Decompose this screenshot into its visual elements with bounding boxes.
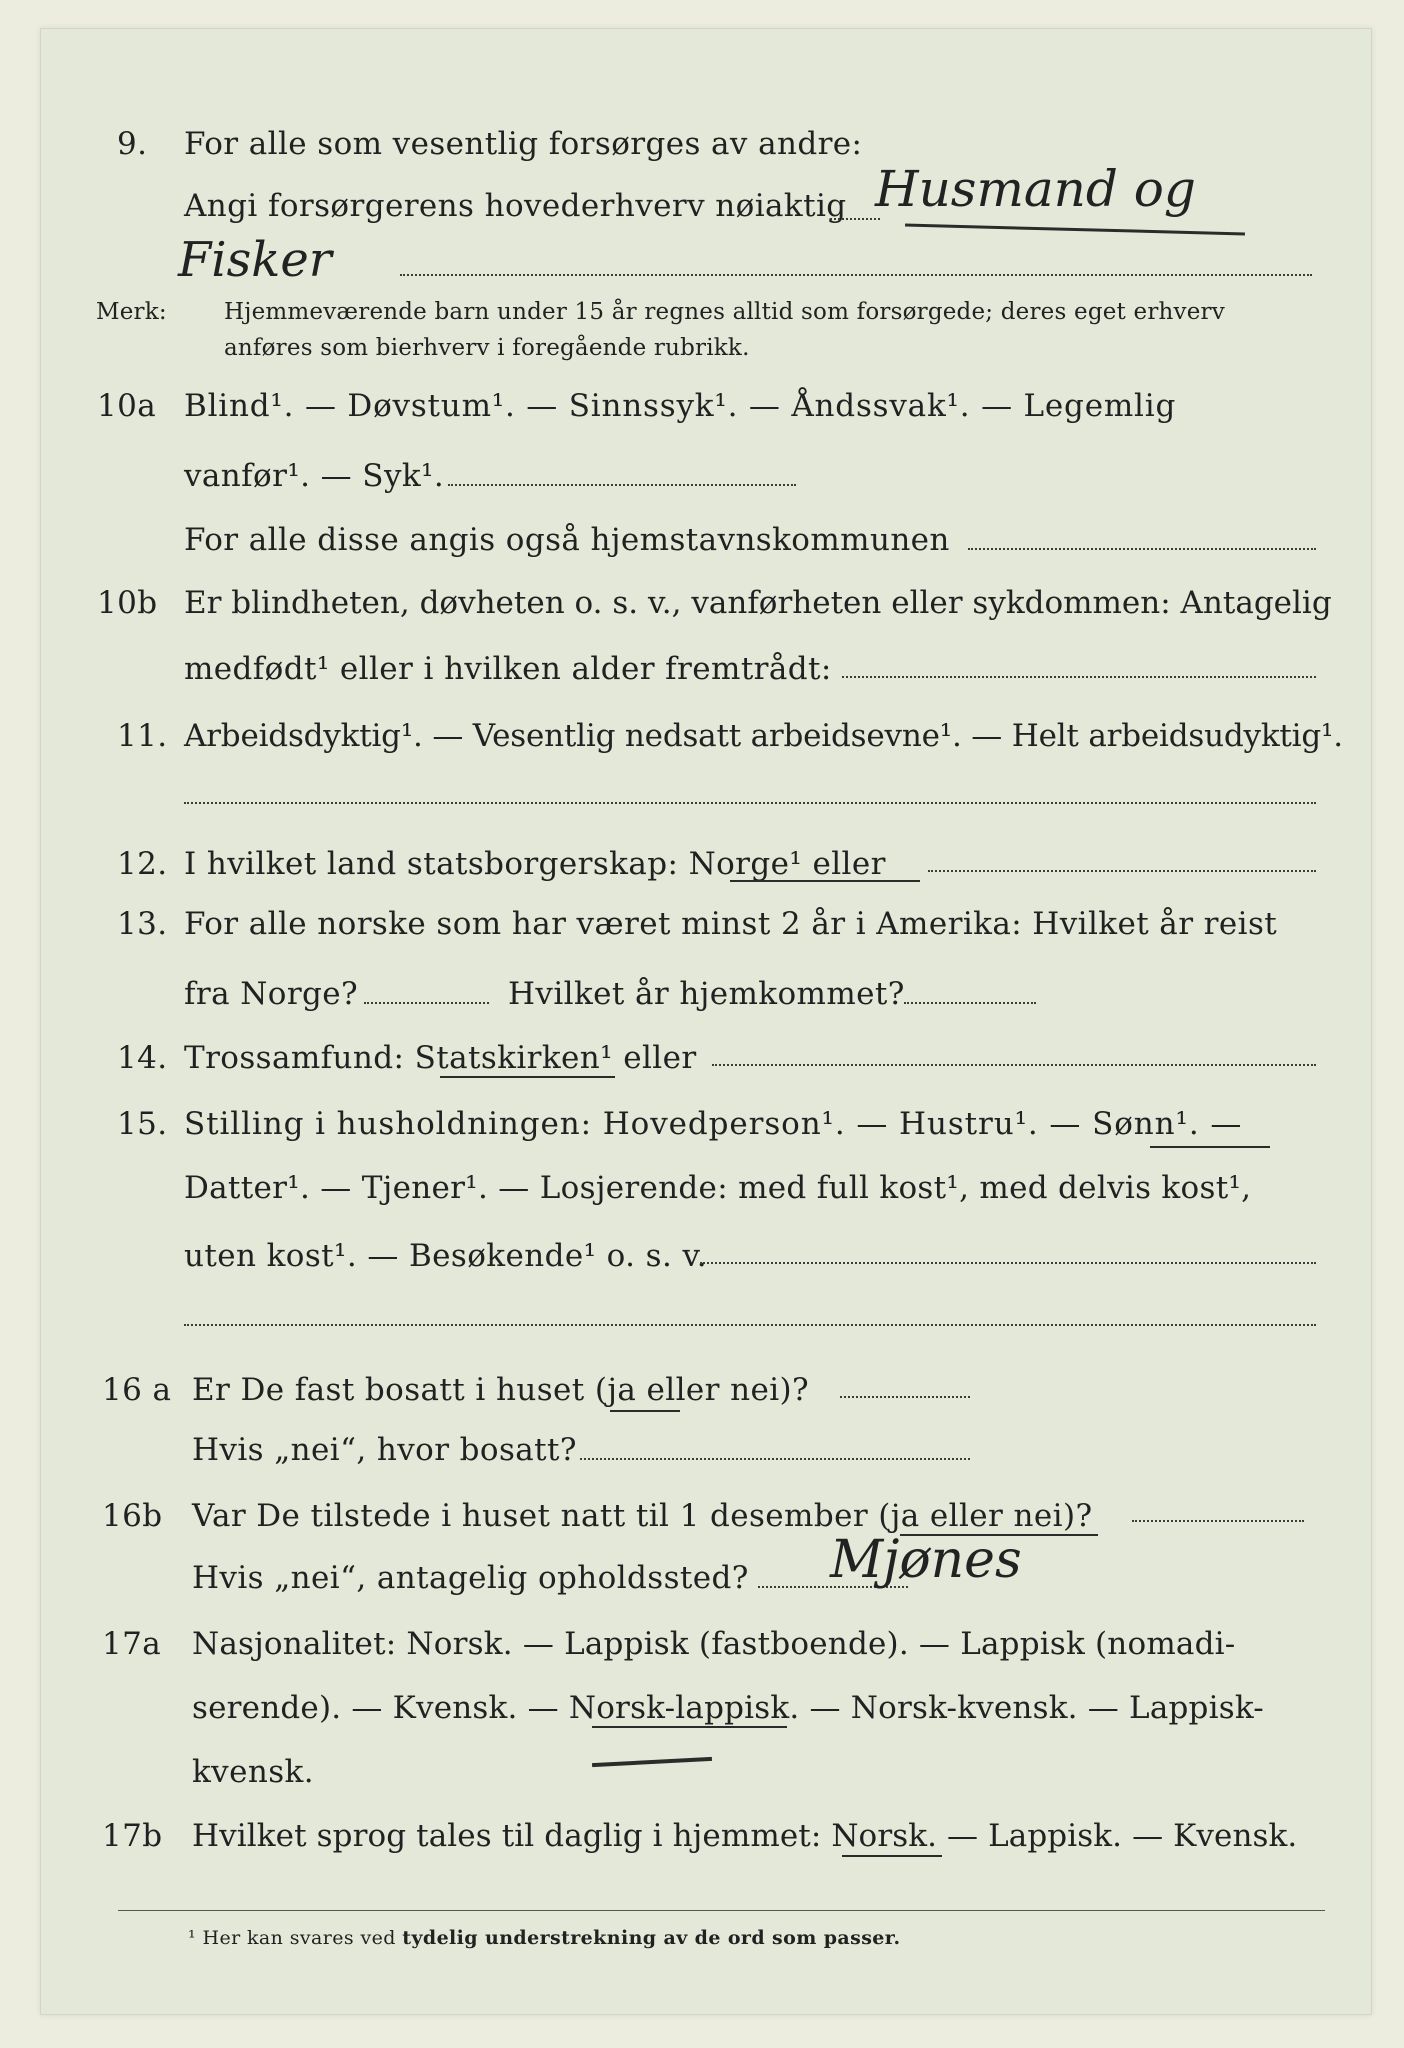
- q13-line2a: fra Norge?: [184, 976, 359, 1012]
- q11-number: 11.: [117, 718, 168, 754]
- q13-return-line: [904, 1002, 1036, 1004]
- q16a-line1: Er De fast bosatt i huset (ja eller nei)?: [192, 1372, 810, 1408]
- footnote-rule: [118, 1910, 1325, 1911]
- q15-line2: Datter¹. — Tjener¹. — Losjerende: med full kost¹, med delvis kost¹,: [184, 1170, 1252, 1206]
- q10a-number: 10a: [97, 388, 157, 424]
- q17a-line1: Nasjonalitet: Norsk. — Lappisk (fastboende). — Lappisk (nomadi-: [192, 1626, 1236, 1662]
- q17b-underline-norsk: [842, 1855, 942, 1857]
- q10b-answer-line: [842, 676, 1316, 678]
- q17b-line1: Hvilket sprog tales til daglig i hjemmet: Norsk. — Lappisk. — Kvensk.: [192, 1818, 1298, 1854]
- q13-line2b: Hvilket år hjemkommet?: [508, 976, 905, 1012]
- q10a-line3: For alle disse angis også hjemstavnskommunen: [184, 522, 950, 558]
- footnote: [188, 1926, 900, 1950]
- q10b-number: 10b: [97, 585, 158, 621]
- q16a-line2: Hvis „nei“, hvor bosatt?: [192, 1432, 577, 1468]
- footnote-plain: Her kan svares ved: [202, 1927, 396, 1949]
- q17a-number: 17a: [102, 1626, 162, 1662]
- q16a-number: 16 a: [102, 1372, 172, 1408]
- q13-number: 13.: [117, 906, 168, 942]
- q16a-underline-ja: [610, 1410, 680, 1412]
- q10b-line2: medfødt¹ eller i hvilken alder fremtrådt:: [184, 651, 832, 687]
- q9-number: 9.: [117, 126, 148, 162]
- q14-number: 14.: [117, 1040, 168, 1076]
- q17a-underline-norsk-lappisk: [592, 1726, 787, 1728]
- q10a-line2: vanfør¹. — Syk¹.: [184, 458, 445, 494]
- q16b-line1: Var De tilstede i huset natt til 1 desember (ja eller nei)?: [192, 1498, 1093, 1534]
- q15-line3: uten kost¹. — Besøkende¹ o. s. v.: [184, 1238, 707, 1274]
- q17b-number: 17b: [102, 1818, 163, 1854]
- q12-line1: I hvilket land statsborgerskap: Norge¹ eller: [184, 846, 886, 882]
- q17a-line3: kvensk.: [192, 1754, 314, 1790]
- footnote-bold: tydelig understrekning av de ord som passer.: [402, 1927, 901, 1949]
- q9-continuation-line: [400, 274, 1312, 276]
- q15-answer-line: [700, 1262, 1316, 1264]
- q14-answer-line: [712, 1064, 1316, 1066]
- q14-line1: Trossamfund: Statskirken¹ eller: [184, 1040, 697, 1076]
- q15-number: 15.: [117, 1106, 168, 1142]
- q9-line2: Angi forsørgerens hovederhverv nøiaktig: [184, 188, 847, 224]
- q16b-handwritten-answer: Mjønes: [830, 1530, 1022, 1590]
- footnote-mark: ¹: [188, 1927, 197, 1949]
- q13-departure-line: [364, 1002, 489, 1004]
- q12-number: 12.: [117, 846, 168, 882]
- q16a-residence-line: [580, 1458, 970, 1460]
- q15-continuation-line: [184, 1324, 1316, 1326]
- q11-answer-line: [184, 802, 1316, 804]
- q13-line1: For alle norske som har været minst 2 år i Amerika: Hvilket år reist: [184, 906, 1278, 942]
- q16b-line2: Hvis „nei“, antagelig opholdssted?: [192, 1560, 749, 1596]
- q11-line1: Arbeidsdyktig¹. — Vesentlig nedsatt arbeidsevne¹. — Helt arbeidsudyktig¹.: [184, 718, 1343, 754]
- q15-line1: Stilling i husholdningen: Hovedperson¹. — Hustru¹. — Sønn¹. —: [184, 1106, 1243, 1142]
- q9-answer-line: [830, 218, 880, 220]
- q9-handwritten-answer-2: Fisker: [178, 232, 332, 288]
- q10b-line1: Er blindheten, døvheten o. s. v., vanførheten eller sykdommen: Antagelig: [184, 585, 1332, 621]
- merk-line2: anføres som bierhverv i foregående rubrikk.: [224, 335, 750, 361]
- q12-answer-line: [928, 870, 1316, 872]
- q17a-line2: serende). — Kvensk. — Norsk-lappisk. — Norsk-kvensk. — Lappisk-: [192, 1690, 1264, 1726]
- q14-underline-statskirken: [440, 1076, 615, 1078]
- q12-underline-norge: [730, 880, 920, 882]
- merk-label: Merk:: [96, 299, 167, 325]
- q9-handwritten-answer-1: Husmand og: [875, 160, 1196, 218]
- q10a-answer-line: [448, 484, 796, 486]
- q9-line1: For alle som vesentlig forsørges av andre:: [184, 126, 863, 162]
- q16b-answer-line: [1132, 1520, 1304, 1522]
- merk-line1: Hjemmeværende barn under 15 år regnes alltid som forsørgede; deres eget erhverv: [224, 299, 1225, 325]
- q10a-line1: Blind¹. — Døvstum¹. — Sinnssyk¹. — Åndssvak¹. — Legemlig: [184, 388, 1177, 424]
- q16b-number: 16b: [102, 1498, 163, 1534]
- q10a-home-line: [968, 548, 1316, 550]
- q15-underline-sonn: [1150, 1146, 1270, 1148]
- q16a-answer-line: [840, 1396, 970, 1398]
